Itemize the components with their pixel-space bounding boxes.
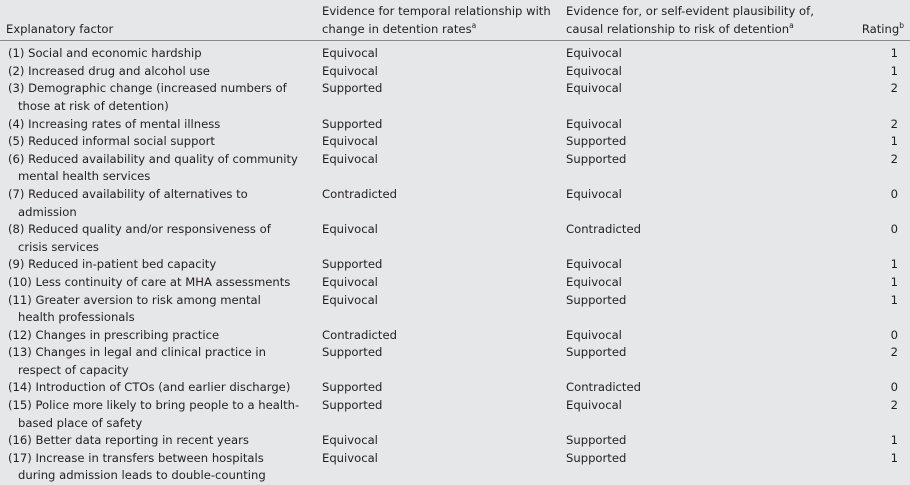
footnote-marker: b: [899, 20, 904, 30]
table-row: [0, 344, 910, 379]
causal-evidence-cell: Equivocal: [566, 398, 622, 413]
causal-evidence-cell: Equivocal: [566, 186, 622, 201]
causal-evidence-cell: Supported: [566, 292, 627, 307]
temporal-evidence-cell: Equivocal: [322, 274, 378, 289]
factor-cell: (13) Changes in legal and clinical practice in respect of capacity: [8, 345, 266, 377]
rating-cell: 2: [890, 151, 898, 166]
rating-cell: 1: [890, 134, 898, 149]
temporal-evidence-cell: Supported: [322, 257, 383, 272]
temporal-evidence-cell: Equivocal: [322, 151, 378, 166]
footnote-marker: a: [471, 20, 477, 30]
causal-evidence-cell: Supported: [566, 151, 627, 166]
temporal-evidence-cell: Equivocal: [322, 433, 378, 448]
factor-cell: (2) Increased drug and alcohol use: [8, 63, 210, 78]
table-row: [0, 80, 910, 115]
table-row: [0, 432, 910, 450]
rating-cell: 1: [890, 433, 898, 448]
causal-evidence-cell: Supported: [566, 433, 627, 448]
temporal-evidence-cell: Supported: [322, 116, 383, 131]
rating-cell: 1: [890, 257, 898, 272]
table-row: [0, 450, 910, 485]
rating-cell: 0: [890, 327, 898, 342]
factor-cell: (10) Less continuity of care at MHA assessments: [8, 274, 291, 289]
rating-cell: 2: [890, 116, 898, 131]
causal-evidence-cell: Supported: [566, 134, 627, 149]
table-row: [0, 151, 910, 186]
factor-cell: (3) Demographic change (increased numbers of those at risk of detention): [8, 81, 287, 113]
causal-evidence-cell: Supported: [566, 450, 627, 465]
table-row: [0, 116, 910, 134]
rating-cell: 2: [890, 81, 898, 96]
causal-evidence-cell: Equivocal: [566, 274, 622, 289]
table-row: [0, 186, 910, 221]
factor-cell: (17) Increase in transfers between hospitals during admission leads to double-counting: [8, 450, 266, 483]
rating-cell: 1: [890, 450, 898, 465]
table-row: [0, 63, 910, 81]
factor-cell: (7) Reduced availability of alternatives to admission: [8, 186, 248, 219]
temporal-evidence-cell: Equivocal: [322, 134, 378, 149]
table-header-row: [0, 0, 910, 41]
temporal-evidence-cell: Contradicted: [322, 186, 397, 201]
factor-cell: (14) Introduction of CTOs (and earlier discharge): [8, 380, 291, 395]
causal-evidence-cell: Contradicted: [566, 222, 641, 237]
rating-cell: 0: [890, 380, 898, 395]
header-causal-evidence: Evidence for, or self-evident plausibility of, causal relationship to risk of detention$^a$: [566, 0, 820, 41]
table-row: [0, 274, 910, 292]
rating-cell: 1: [890, 63, 898, 78]
temporal-evidence-cell: Equivocal: [322, 450, 378, 465]
factor-cell: (16) Better data reporting in recent years: [8, 433, 249, 448]
temporal-evidence-cell: Equivocal: [322, 63, 378, 78]
factor-cell: (9) Reduced in-patient bed capacity: [8, 257, 217, 272]
factor-cell: (4) Increasing rates of mental illness: [8, 116, 221, 131]
header-temporal-evidence: Evidence for temporal relationship with change in detention rates$^a$: [322, 0, 566, 41]
causal-evidence-cell: Contradicted: [566, 380, 641, 395]
factor-cell: (12) Changes in prescribing practice: [8, 327, 220, 342]
table-row: [0, 133, 910, 151]
temporal-evidence-cell: Supported: [322, 81, 383, 96]
factor-cell: (1) Social and economic hardship: [8, 46, 202, 61]
temporal-evidence-cell: Equivocal: [322, 222, 378, 237]
header-explanatory-factor: Explanatory factor: [0, 0, 322, 41]
causal-evidence-cell: Equivocal: [566, 257, 622, 272]
causal-evidence-cell: Equivocal: [566, 63, 622, 78]
factor-cell: (5) Reduced informal social support: [8, 134, 215, 149]
factor-cell: (8) Reduced quality and/or responsiveness of crisis services: [8, 222, 271, 254]
footnote-marker: a: [789, 20, 794, 30]
causal-evidence-cell: Equivocal: [566, 116, 622, 131]
table-row: [0, 256, 910, 274]
rating-cell: 0: [890, 186, 898, 201]
temporal-evidence-cell: Equivocal: [322, 46, 378, 61]
table-row: [0, 397, 910, 432]
temporal-evidence-cell: Supported: [322, 345, 383, 360]
table-row: [0, 327, 910, 345]
table-row: [0, 379, 910, 397]
rating-cell: 2: [890, 398, 898, 413]
rating-cell: 0: [890, 222, 898, 237]
rating-cell: 1: [890, 46, 898, 61]
temporal-evidence-cell: Supported: [322, 380, 383, 395]
rating-cell: 2: [890, 345, 898, 360]
table-row: [0, 292, 910, 327]
causal-evidence-cell: Equivocal: [566, 46, 622, 61]
temporal-evidence-cell: Supported: [322, 398, 383, 413]
factor-cell: (15) Police more likely to bring people to a health-based place of safety: [8, 398, 300, 430]
table-row: [0, 41, 910, 63]
rating-cell: 1: [890, 274, 898, 289]
rating-cell: 1: [890, 292, 898, 307]
factor-cell: (6) Reduced availability and quality of community mental health services: [8, 151, 298, 184]
causal-evidence-cell: Equivocal: [566, 327, 622, 342]
temporal-evidence-cell: Contradicted: [322, 327, 397, 342]
factor-cell: (11) Greater aversion to risk among mental health professionals: [8, 292, 261, 325]
header-rating: Rating$^b$: [820, 0, 910, 41]
causal-evidence-cell: Supported: [566, 345, 627, 360]
temporal-evidence-cell: Equivocal: [322, 292, 378, 307]
causal-evidence-cell: Equivocal: [566, 81, 622, 96]
table-row: [0, 221, 910, 256]
